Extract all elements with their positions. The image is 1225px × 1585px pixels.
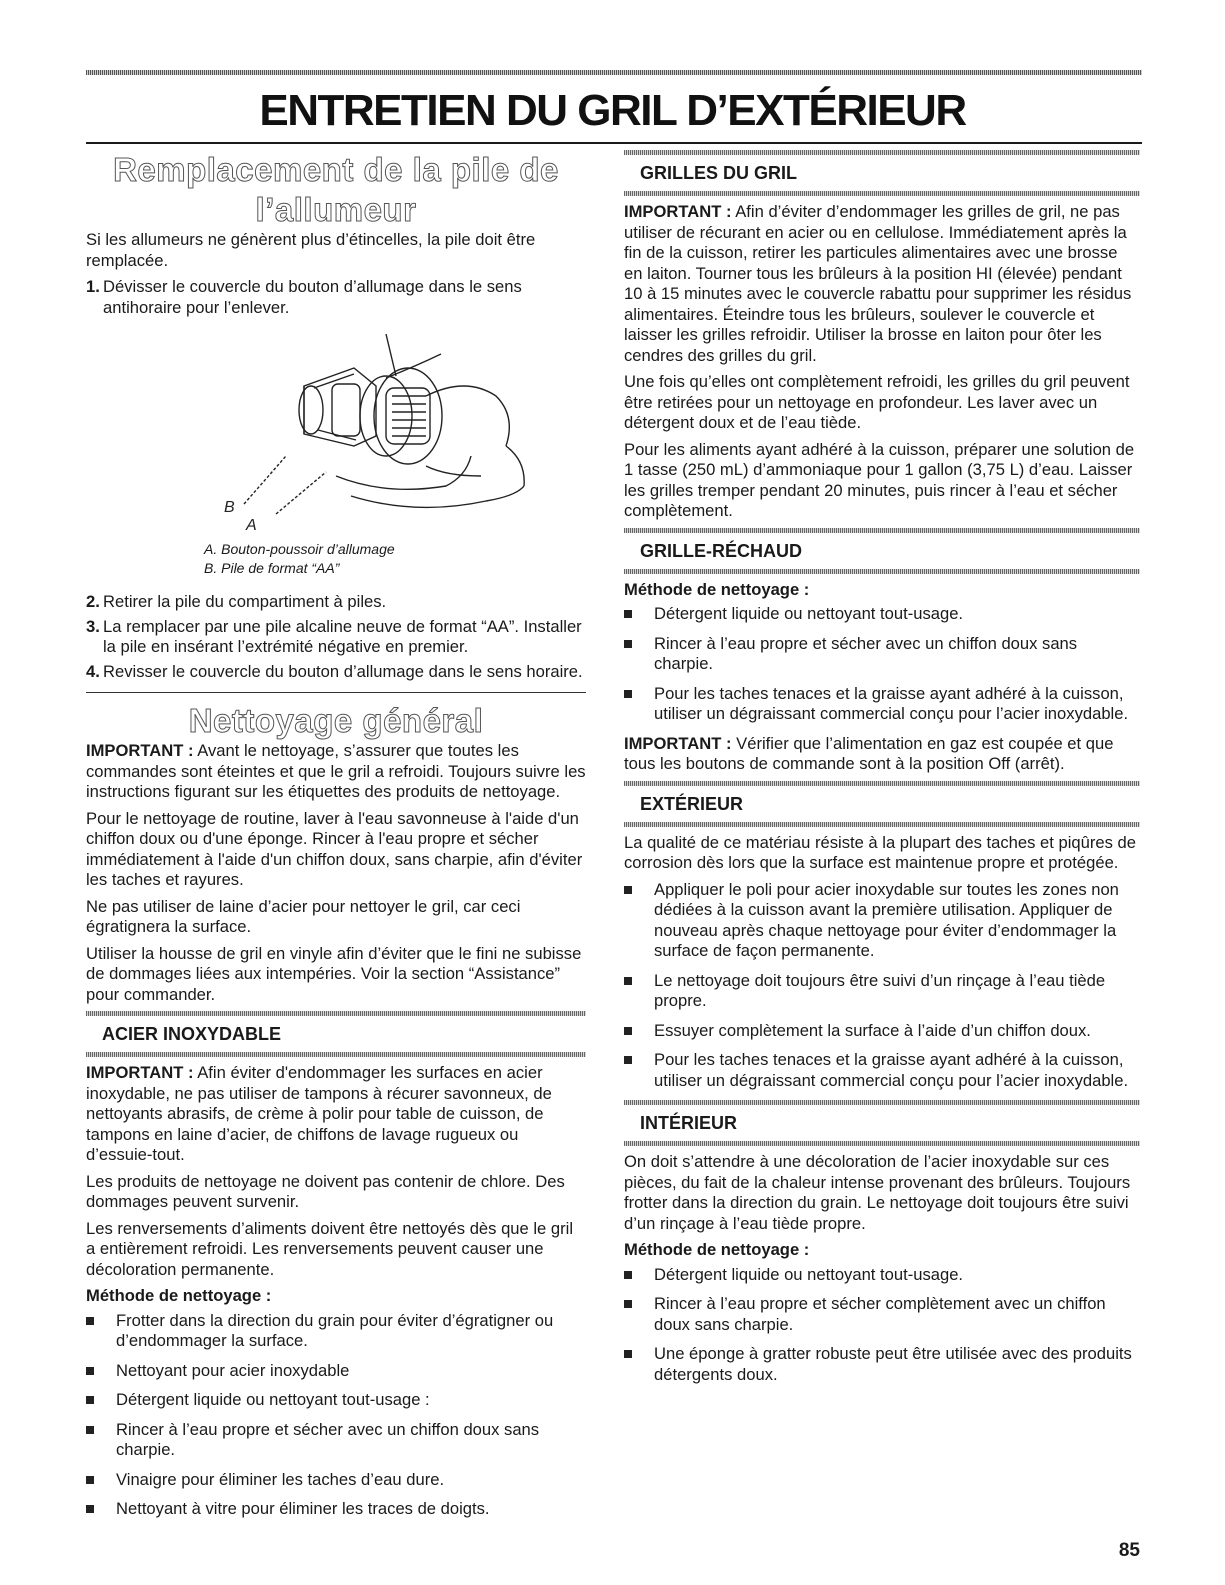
general-paragraph: Utiliser la housse de gril en vinyle afin d’éviter que le fini ne subisse de dommages liées aux intempéries. Voir la section “Assistance” pour commander. <box>86 943 582 1004</box>
subheading-warming-rack <box>624 528 1140 574</box>
warming-rack-important <box>624 734 1140 775</box>
list-item: Détergent liquide ou nettoyant tout-usage. <box>624 1265 1140 1286</box>
important-text: Avant le nettoyage, s’assurer que toutes les commandes sont éteintes et que le gril a refroidi. Toujours suivre les instructions figurant sur les étiquettes des produits de nettoyage. <box>86 741 586 801</box>
list-item: Nettoyant à vitre pour éliminer les traces de doigts. <box>86 1499 586 1520</box>
step-item <box>86 662 586 683</box>
step-item <box>86 277 586 318</box>
page-title: ENTRETIEN DU GRIL D’EXTÉRIEUR <box>259 86 966 135</box>
figure-label-a: A <box>246 517 257 534</box>
step-number: 1. <box>86 277 100 296</box>
method-label: Méthode de nettoyage : <box>624 1240 810 1259</box>
igniter-illustration <box>86 326 586 536</box>
figure-label-b: B <box>224 499 235 516</box>
subheading-text: INTÉRIEUR <box>640 1113 738 1133</box>
list-item: Vinaigre pour éliminer les taches d’eau dure. <box>86 1470 586 1491</box>
general-important <box>86 741 586 803</box>
subheading-text: GRILLES DU GRIL <box>640 163 797 183</box>
stripe <box>624 191 1140 196</box>
stripe <box>624 1141 1140 1146</box>
important-text: Vérifier que l’alimentation en gaz est coupée et que tous les boutons de commande sont à la position Off (arrêt). <box>624 733 1114 773</box>
battery-steps-1 <box>86 277 586 318</box>
left-column <box>86 150 586 1529</box>
step-text: Revisser le couvercle du bouton d’allumage dans le sens horaire. <box>103 661 583 681</box>
list-item: Détergent liquide ou nettoyant tout-usage. <box>624 604 1140 625</box>
grates-paragraph: Une fois qu’elles ont complètement refroidi, les grilles du gril peuvent être retirées pour un nettoyage en profondeur. Les laver avec un détergent doux et de l’eau tiède. <box>624 372 1130 432</box>
subheading-text: ACIER INOXYDABLE <box>102 1024 282 1044</box>
right-column <box>624 150 1140 1394</box>
list-item: Essuyer complètement la surface à l’aide d’un chiffon doux. <box>624 1021 1140 1042</box>
exterior-bullets <box>624 880 1140 1092</box>
stainless-bullets <box>86 1311 586 1520</box>
step-number: 4. <box>86 661 100 681</box>
general-paragraph: Pour le nettoyage de routine, laver à l'eau savonneuse à l'aide d'un chiffon doux ou d'une éponge. Rincer à l'eau propre et sécher immédiatement à l'aide d'un chiffon doux, sans charpie, afin d'éviter les taches et rayures. <box>86 808 583 889</box>
subheading-stainless <box>86 1011 586 1057</box>
figure-caption <box>204 540 586 578</box>
grates-paragraph: Pour les aliments ayant adhéré à la cuisson, préparer une solution de 1 tasse (250 mL) d’ammoniaque pour 1 gallon (3,75 L) d’eau. Laisser les grilles tremper pendant 20 minutes, puis rincer à l’eau et sécher complètement. <box>624 439 1135 520</box>
subheading-text: GRILLE-RÉCHAUD <box>640 540 802 561</box>
stripe <box>86 1052 586 1057</box>
list-item: Rincer à l’eau propre et sécher avec un chiffon doux sans charpie. <box>624 634 1140 675</box>
warming-rack-bullets <box>624 604 1140 725</box>
list-item: Rincer à l’eau propre et sécher complètement avec un chiffon doux sans charpie. <box>624 1294 1140 1335</box>
stripe <box>624 569 1140 574</box>
list-item: Rincer à l’eau propre et sécher avec un chiffon doux sans charpie. <box>86 1420 586 1461</box>
list-item: Nettoyant pour acier inoxydable <box>86 1361 586 1382</box>
list-item: Appliquer le poli pour acier inoxydable sur toutes les zones non dédiées à la cuisson avant la première utilisation. Appliquer de nouveau après chaque nettoyage pour éviter d’endommager la surface de façon permanente. <box>624 880 1140 962</box>
top-decorative-bar <box>86 70 1142 75</box>
interior-bullets <box>624 1265 1140 1386</box>
subheading-grates <box>624 150 1140 196</box>
interior-paragraph: On doit s’attendre à une décoloration de l’acier inoxydable sur ces pièces, du fait de la chaleur intense provenant des brûleurs. Toujours frotter dans la direction du grain. Le nettoyage doit toujours être suivi d’un rinçage à l’eau tiède propre. <box>624 1152 1131 1233</box>
important-label: IMPORTANT : <box>86 1063 194 1082</box>
caption-b: B. Pile de format “AA” <box>204 560 340 576</box>
grates-important <box>624 202 1140 366</box>
step-number: 2. <box>86 592 100 611</box>
step-text: Retirer la pile du compartiment à piles. <box>103 592 387 611</box>
step-text: La remplacer par une pile alcaline neuve de format “AA”. Installer la pile en insérant l’extrémité négative en premier. <box>103 616 582 656</box>
important-label: IMPORTANT : <box>624 733 732 753</box>
section-heading-battery: Remplacement de la pile de l’allumeur <box>113 151 559 228</box>
method-label: Méthode de nettoyage : <box>624 579 810 599</box>
subheading-text: EXTÉRIEUR <box>640 793 744 814</box>
stainless-paragraph: Les produits de nettoyage ne doivent pas contenir de chlore. Des dommages peuvent survenir. <box>86 1171 565 1211</box>
list-item: Une éponge à gratter robuste peut être utilisée avec des produits détergents doux. <box>624 1344 1140 1385</box>
title-rule <box>86 142 1142 144</box>
stainless-paragraph: Les renversements d’aliments doivent être nettoyés dès que le gril a entièrement refroidi. Les renversements peuvent causer une décoloration permanente. <box>86 1218 574 1279</box>
list-item: Le nettoyage doit toujours être suivi d’un rinçage à l’eau tiède propre. <box>624 971 1140 1012</box>
step-text: Dévisser le couvercle du bouton d’allumage dans le sens antihoraire pour l’enlever. <box>103 277 522 317</box>
battery-intro: Si les allumeurs ne génèrent plus d’étincelles, la pile doit être remplacée. <box>86 230 536 270</box>
important-text: Afin d’éviter d’endommager les grilles de gril, ne pas utiliser de récurant en acier ou en cellulose. Immédiatement après la fin de la cuisson, retirer les particules alimentaires avec une brosse en laiton. Tourner tous les brûleurs à la position HI (élevée) pendant 10 à 15 minutes avec le couvercle rabattu pour supprimer les résidus alimentaires. Éteindre tous les brûleurs, soulever le couvercle et laisser les grilles refroidir. Utiliser la brosse en laiton pour ôter les cendres des grilles du gril. <box>624 202 1132 365</box>
important-label: IMPORTANT : <box>624 202 732 221</box>
list-item: Frotter dans la direction du grain pour éviter d’égratigner ou d’endommager la surface. <box>86 1311 586 1352</box>
general-paragraph: Ne pas utiliser de laine d’acier pour nettoyer le gril, car ceci égratignera la surface. <box>86 896 521 936</box>
section-heading-general-cleaning: Nettoyage général <box>188 702 484 739</box>
subheading-interior <box>624 1100 1140 1146</box>
important-label: IMPORTANT : <box>86 741 194 760</box>
stainless-important <box>86 1063 586 1166</box>
list-item: Pour les taches tenaces et la graisse ayant adhéré à la cuisson, utiliser un dégraissant commercial conçu pour l’acier inoxydable. <box>624 1050 1140 1091</box>
step-item <box>86 592 586 613</box>
caption-a: A. Bouton-poussoir d’allumage <box>204 541 395 557</box>
section-divider <box>86 692 586 693</box>
stripe <box>624 822 1140 827</box>
important-text: Afin éviter d'endommager les surfaces en acier inoxydable, ne pas utiliser de tampons à récurer savonneux, de nettoyants abrasifs, de crème à polir pour table de cuisson, de tampons en laine d’acier, de chiffons de lavage rugueux ou d’essuie-tout. <box>86 1063 552 1164</box>
method-label: Méthode de nettoyage : <box>86 1286 272 1305</box>
exterior-paragraph: La qualité de ce matériau résiste à la plupart des taches et piqûres de corrosion dès lors que la surface est maintenue propre et protégée. <box>624 832 1136 872</box>
list-item: Détergent liquide ou nettoyant tout-usage : <box>86 1390 586 1411</box>
page-number: 85 <box>1118 1540 1140 1561</box>
step-item <box>86 617 586 658</box>
battery-steps-2 <box>86 592 586 682</box>
subheading-exterior <box>624 781 1140 827</box>
list-item: Pour les taches tenaces et la graisse ayant adhéré à la cuisson, utiliser un dégraissant commercial conçu pour l’acier inoxydable. <box>624 684 1140 725</box>
igniter-drawing <box>86 326 586 536</box>
step-number: 3. <box>86 616 100 636</box>
